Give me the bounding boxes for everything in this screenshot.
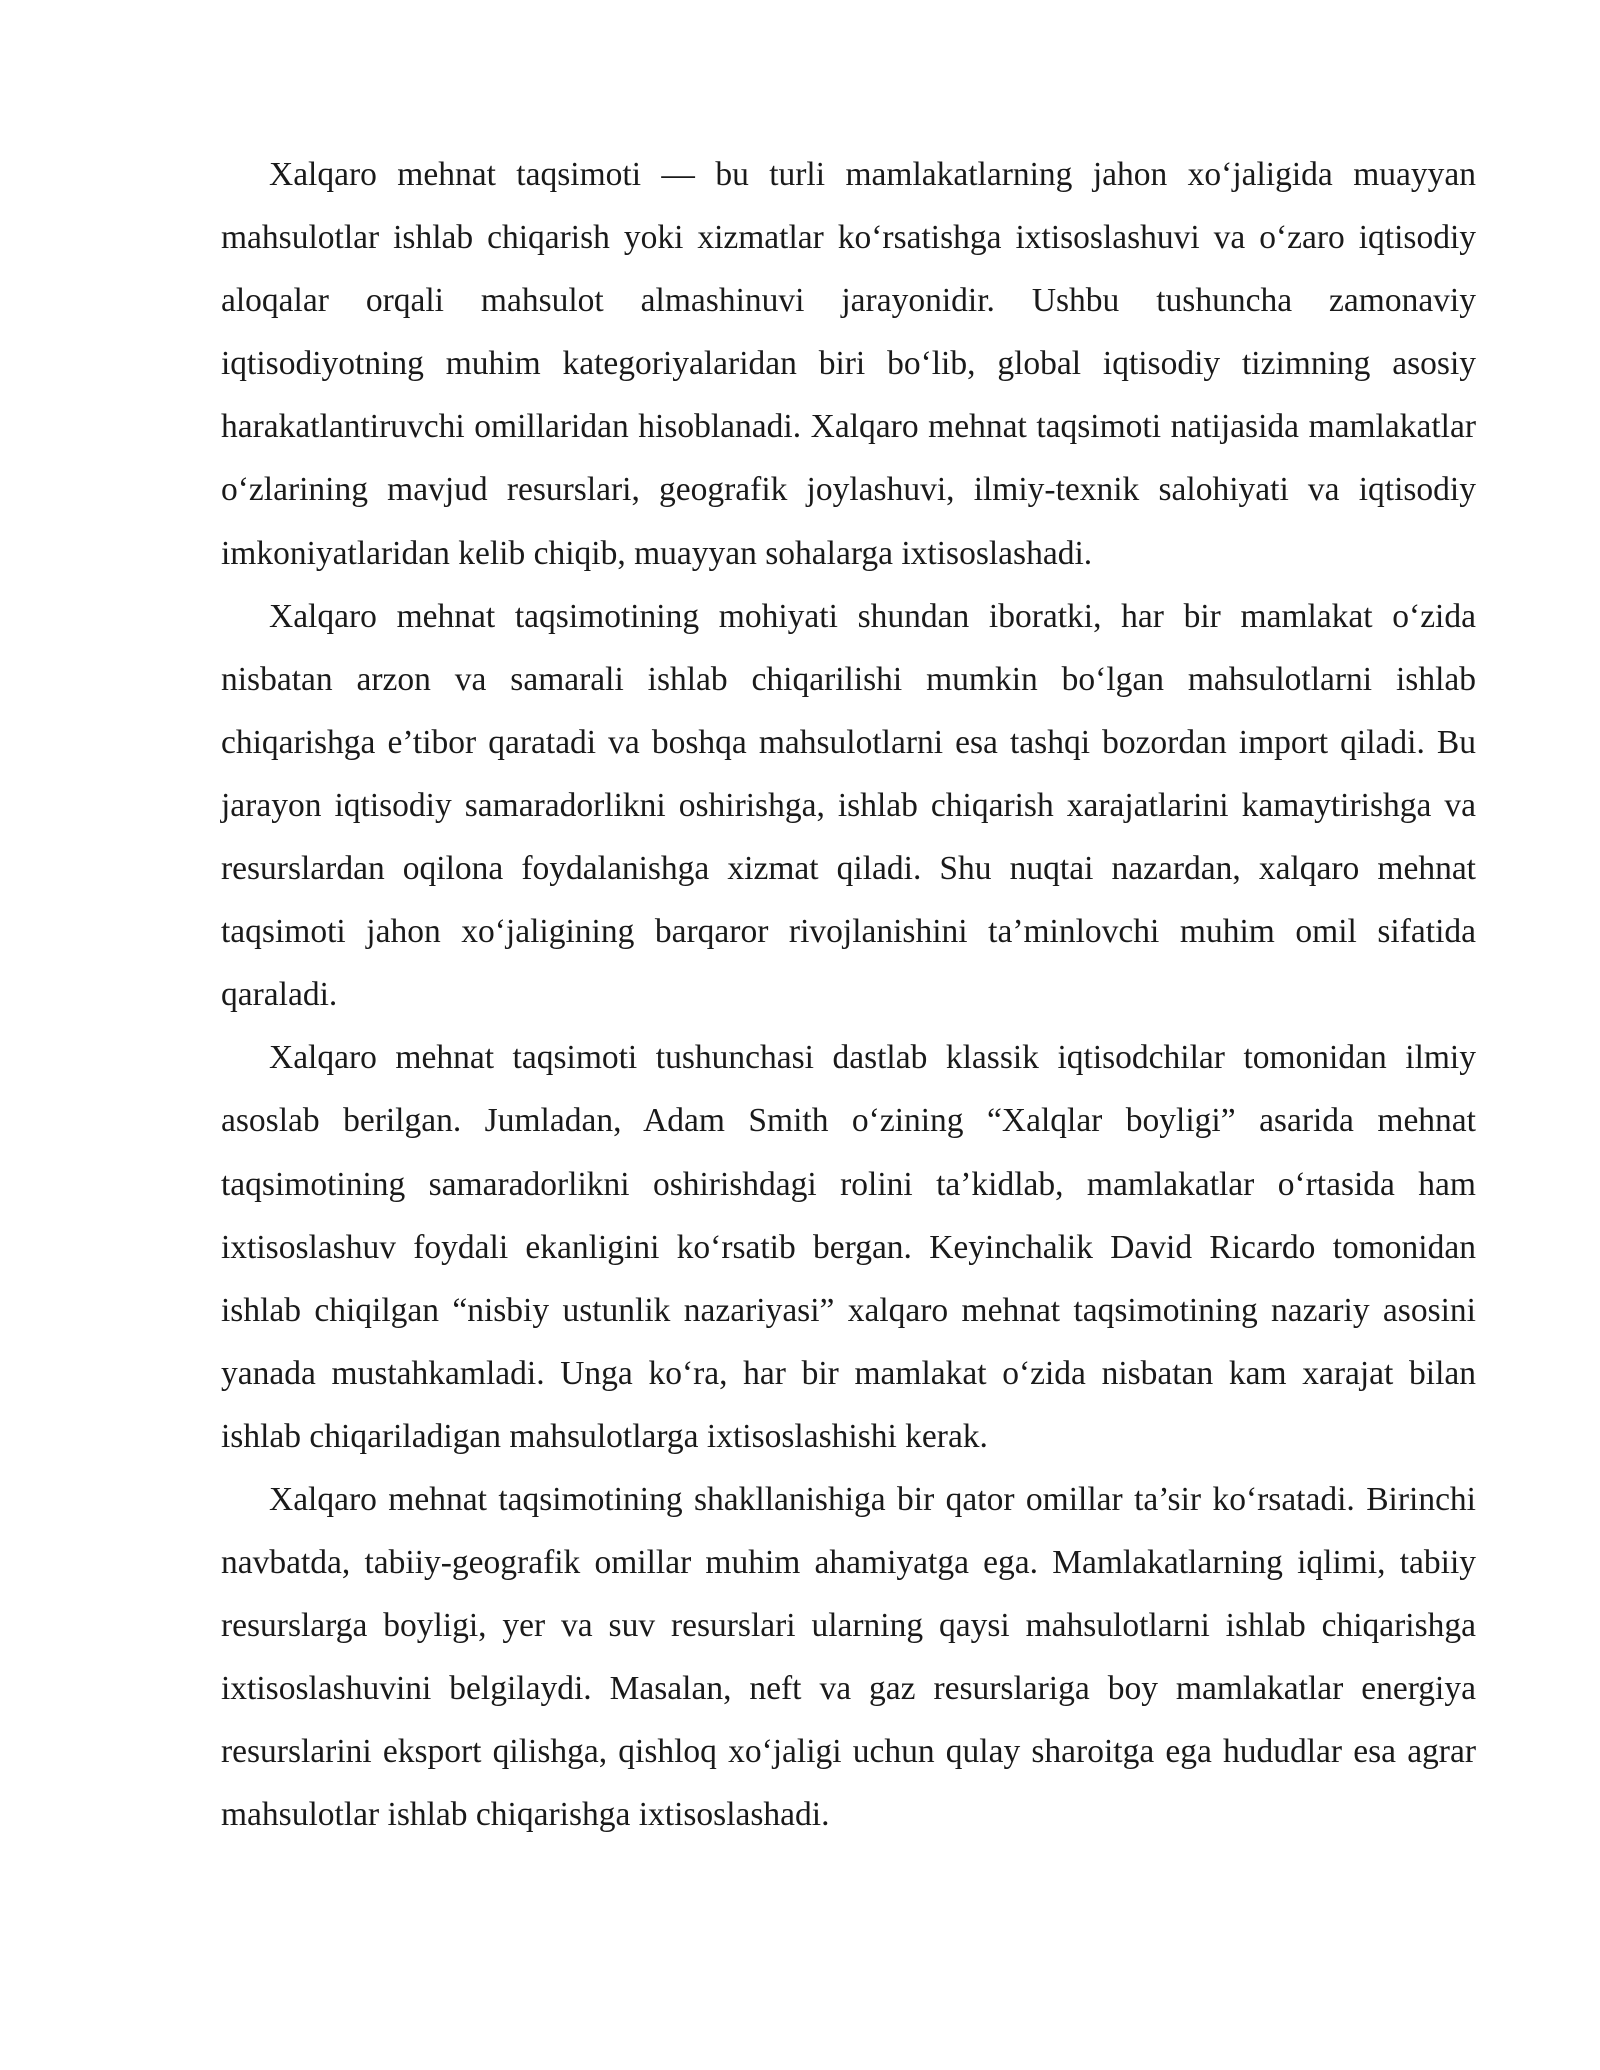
paragraph-2: Xalqaro mehnat taqsimotining mohiyati shundan iboratki, har bir mamlakat o‘zida nisbatan arzon va samarali ishlab chiqarilishi mumkin bo‘lgan mahsulotlarni ishlab chiqarishga e’tibor qaratadi va boshqa mahsulotlarni esa tashqi bozordan import qiladi. Bu jarayon iqtisodiy samaradorlikni oshirishga, ishlab chiqarish xarajatlarini kamaytirishga va resurslardan oqilona foydalanishga xizmat qiladi. Shu nuqtai nazardan, xalqaro mehnat taqsimoti jahon xo‘jaligining barqaror rivojlanishini ta’minlovchi muhim omil sifatida qaraladi. [221,597,1476,1014]
paragraph-4: Xalqaro mehnat taqsimotining shakllanishiga bir qator omillar ta’sir ko‘rsatadi. Birinchi navbatda, tabiiy-geografik omillar muhim ahamiyatga ega. Mamlakatlarning iqlimi, tabiiy resurslarga boyligi, yer va suv resurslari ularning qaysi mahsulotlarni ishlab chiqarishga ixtisoslashuvini belgilaydi. Masalan, neft va gaz resurslariga boy mamlakatlar energiya resurslarini eksport qilishga, qishloq xo‘jaligi uchun qulay sharoitga ega hududlar esa agrar mahsulotlar ishlab chiqarishga ixtisoslashadi. [221,1480,1476,1834]
paragraph-1: Xalqaro mehnat taqsimoti — bu turli mamlakatlarning jahon xo‘jaligida muayyan mahsulotlar ishlab chiqarish yoki xizmatlar ko‘rsatishga ixtisoslashuvi va o‘zaro iqtisodiy aloqalar orqali mahsulot almashinuvi jarayonidir. Ushbu tushuncha zamonaviy iqtisodiyotning muhim kategoriyalaridan biri bo‘lib, global iqtisodiy tizimning asosiy harakatlantiruvchi omillaridan hisoblanadi. Xalqaro mehnat taqsimoti natijasida mamlakatlar o‘zlarining mavjud resurslari, geografik joylashuvi, ilmiy-texnik salohiyati va iqtisodiy imkoniyatlaridan kelib chiqib, muayyan sohalarga ixtisoslashadi. [221,156,1476,572]
paragraph-3: Xalqaro mehnat taqsimoti tushunchasi dastlab klassik iqtisodchilar tomonidan ilmiy asoslab berilgan. Jumladan, Adam Smith o‘zining “Xalqlar boyligi” asarida mehnat taqsimotining samaradorlikni oshirishdagi rolini ta’kidlab, mamlakatlar o‘rtasida ham ixtisoslashuv foydali ekanligini ko‘rsatib bergan. Keyinchalik David Ricardo tomonidan ishlab chiqilgan “nisbiy ustunlik nazariyasi” xalqaro mehnat taqsimotining nazariy asosini yanada mustahkamladi. Unga ko‘ra, har bir mamlakat o‘zida nisbatan kam xarajat bilan ishlab chiqariladigan mahsulotlarga ixtisoslashishi kerak. [221,1039,1476,1455]
document-body [221,143,1476,1847]
